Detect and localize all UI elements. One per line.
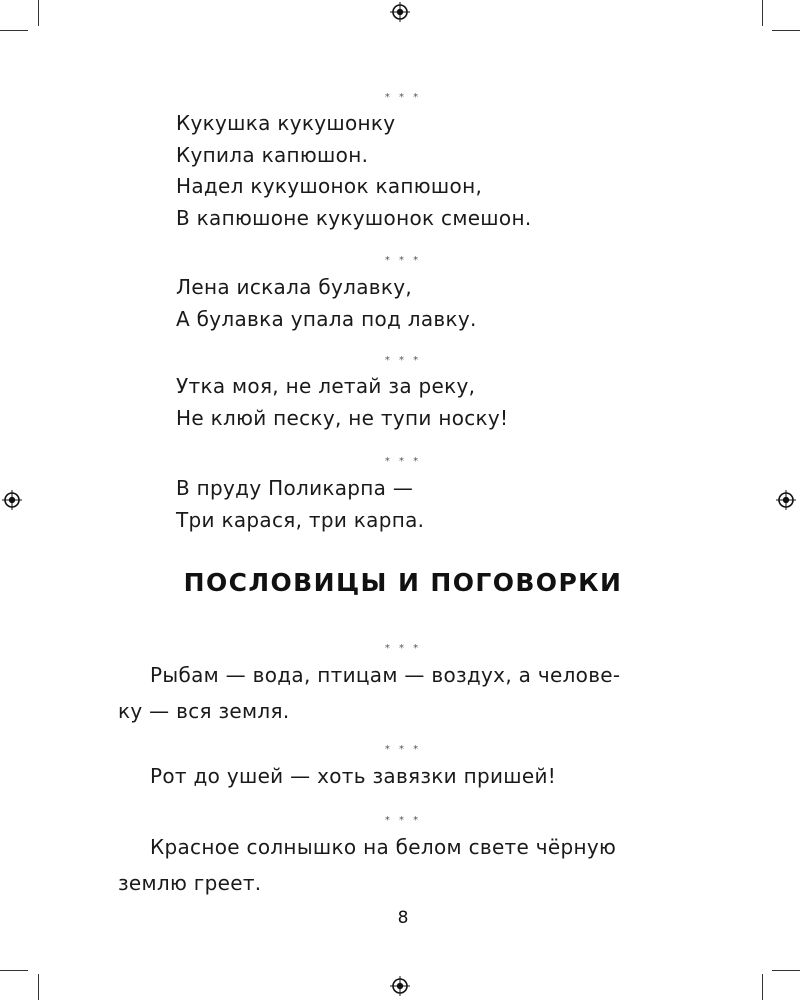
registration-mark-icon <box>390 2 410 22</box>
verse-line: Купила капюшон. <box>176 142 369 167</box>
verse-separator: * * * <box>384 92 422 103</box>
proverb-separator: * * * <box>384 744 422 755</box>
verse-line: В пруду Поликарпа — <box>176 476 414 500</box>
crop-mark-top-left <box>0 30 28 31</box>
crop-mark-bottom-left-vertical <box>38 974 39 1000</box>
verse-line: Не клюй песку, не тупи носку! <box>176 405 509 430</box>
proverb <box>118 758 690 794</box>
verse <box>176 108 531 234</box>
crop-mark-top-right <box>772 30 800 31</box>
proverb-line: Красное солнышко на белом свете чёрную <box>150 835 617 859</box>
verse-separator: * * * <box>384 255 422 266</box>
verse-line: Надел кукушонок капюшон, <box>176 174 483 198</box>
verse-separator: * * * <box>384 355 422 366</box>
crop-mark-bottom-right-vertical <box>762 974 763 1000</box>
proverb-line: ку — вся земля. <box>118 699 290 723</box>
registration-mark-icon <box>2 490 22 510</box>
proverb-line: землю греет. <box>118 871 262 895</box>
section-title: ПОСЛОВИЦЫ И ПОГОВОРКИ <box>183 568 623 597</box>
verse-line: А булавка упала под лавку. <box>176 306 477 331</box>
verse <box>176 473 424 536</box>
proverb-separator: * * * <box>384 815 422 826</box>
verse <box>176 272 477 335</box>
proverb-line: Рыбам — вода, птицам — воздух, а челове- <box>150 663 621 687</box>
crop-mark-top-left-vertical <box>38 0 39 26</box>
page-number: 8 <box>397 908 409 928</box>
proverb-line: Рот до ушей — хоть завязки пришей! <box>150 764 557 788</box>
verse-line: Три карася, три карпа. <box>176 507 425 532</box>
proverb-separator: * * * <box>384 643 422 654</box>
crop-mark-bottom-right <box>772 970 800 971</box>
verse-line: Лена искала булавку, <box>176 275 413 299</box>
verse-line: Утка моя, не летай за реку, <box>176 374 476 398</box>
verse <box>176 371 508 434</box>
verse-line: В капюшоне кукушонок смешон. <box>176 205 532 230</box>
verse-line: Кукушка кукушонку <box>176 111 396 135</box>
crop-mark-bottom-left <box>0 970 28 971</box>
verse-separator: * * * <box>384 456 422 467</box>
crop-mark-top-right-vertical <box>762 0 763 26</box>
registration-mark-icon <box>390 976 410 996</box>
proverb <box>118 657 690 729</box>
registration-mark-icon <box>776 490 796 510</box>
proverb <box>118 829 690 901</box>
